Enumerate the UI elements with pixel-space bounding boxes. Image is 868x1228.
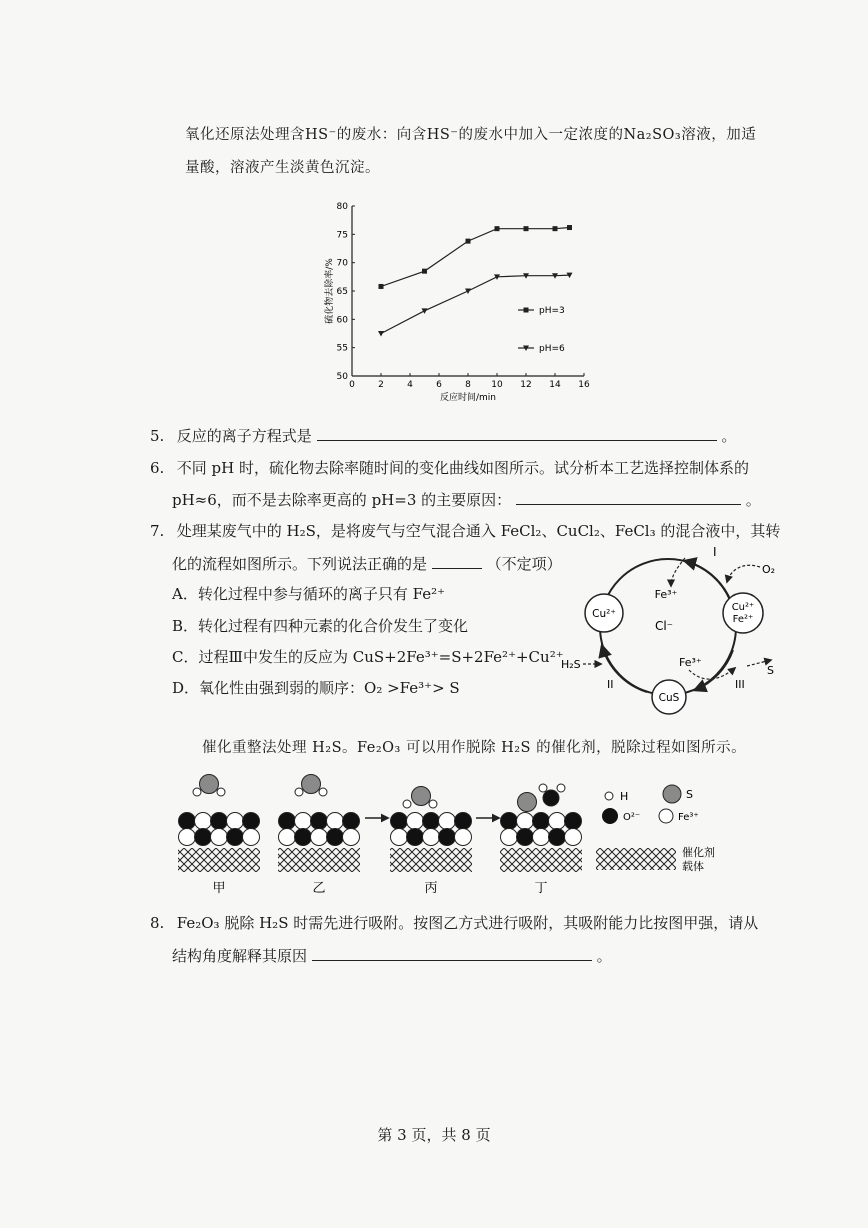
sulfur-atom — [412, 787, 431, 806]
question-5-end: 。 — [721, 427, 737, 445]
ferric-ion — [439, 813, 456, 830]
hydrogen-atom — [319, 788, 327, 796]
y-tick-label: 55 — [336, 343, 348, 354]
data-point — [378, 331, 384, 337]
o2-label: O₂ — [762, 563, 776, 576]
y-axis-label: 硫化物去除率/% — [325, 258, 335, 324]
legend-o-marker — [602, 808, 618, 824]
oxide-ion — [565, 813, 582, 830]
fe3-bottom-label: Fe³⁺ — [679, 656, 702, 669]
question-8 — [150, 912, 758, 934]
process-iii-label: III — [735, 678, 745, 691]
ferric-ion — [391, 829, 408, 846]
x-tick-label: 4 — [407, 380, 413, 390]
ferric-ion — [227, 813, 244, 830]
hydrogen-atom — [295, 788, 303, 796]
x-tick-label: 8 — [465, 380, 471, 390]
oxide-ion — [211, 813, 228, 830]
question-7-line-1: 处理某废气中的 H₂S，是将废气与空气混合通入 FeCl₂、CuCl₂、FeCl₃ 的混合液中，其转 — [176, 522, 781, 540]
question-8-line-2: 结构角度解释其原因 — [172, 947, 308, 965]
oxide-ion — [455, 813, 472, 830]
hydrogen-atom — [539, 784, 547, 792]
ferric-ion — [517, 813, 534, 830]
intro-2: 催化重整法处理 H₂S。Fe₂O₃ 可以用作脱除 H₂S 的催化剂，脱除过程如图所示。 — [202, 740, 747, 756]
legend-marker — [524, 308, 529, 313]
oxide-ion — [517, 829, 534, 846]
ferric-ion — [327, 813, 344, 830]
stage-label: 丙 — [424, 881, 438, 896]
y-tick-label: 80 — [336, 202, 348, 212]
y-tick-label: 60 — [336, 315, 348, 326]
fe3-bottom-arrow — [689, 668, 735, 679]
data-point — [422, 308, 428, 314]
series-line-2 — [381, 275, 570, 333]
adsorption-diagram — [160, 768, 720, 898]
chloride-label: Cl⁻ — [654, 619, 674, 633]
oxide-ion — [549, 829, 566, 846]
x-tick-label: 2 — [378, 380, 384, 390]
cu2-fe2-label-a: Cu²⁺ — [731, 602, 755, 613]
x-tick-label: 12 — [520, 380, 532, 390]
oxide-ion — [243, 813, 260, 830]
oxide-ion — [533, 813, 550, 830]
hydrogen-atom — [403, 800, 411, 808]
sulfur-atom — [200, 775, 219, 794]
x-axis-label: 反应时间/min — [439, 393, 497, 403]
ferric-ion — [533, 829, 550, 846]
catalyst-support — [278, 848, 360, 872]
catalyst-support — [500, 848, 582, 872]
oxide-ion — [311, 813, 328, 830]
legend-label: pH=3 — [539, 306, 565, 316]
y-tick-label: 65 — [336, 287, 348, 297]
data-point — [466, 239, 471, 244]
legend-s-marker — [663, 785, 681, 803]
option-a[interactable]: A．转化过程中参与循环的离子只有 Fe²⁺ — [172, 585, 445, 603]
question-8-line-2-row — [172, 944, 612, 967]
ferric-ion — [501, 829, 518, 846]
cycle-arrow-i — [685, 561, 730, 600]
ferric-ion — [565, 829, 582, 846]
oxide-ion — [327, 829, 344, 846]
oxide-ion — [227, 829, 244, 846]
sulfur-atom — [518, 793, 537, 812]
conversion-cycle-diagram — [555, 540, 795, 720]
oxide-ion — [179, 813, 196, 830]
y-tick-label: 70 — [336, 258, 348, 269]
o2-arrow — [727, 565, 760, 582]
oxide-ion — [295, 829, 312, 846]
option-d[interactable]: D．氧化性由强到弱的顺序：O₂ >Fe³⁺> S — [172, 679, 460, 697]
page-footer: 第 3 页，共 8 页 — [377, 1126, 491, 1144]
ferric-ion — [211, 829, 228, 846]
cu2-label: Cu²⁺ — [592, 608, 616, 620]
ferric-ion — [279, 829, 296, 846]
legend-support-label-a: 催化剂 — [682, 846, 715, 859]
sulfur-atom — [302, 775, 321, 794]
fe3-top-label: Fe³⁺ — [654, 588, 678, 601]
ferric-ion — [243, 829, 260, 846]
data-point — [465, 289, 471, 295]
catalyst-support — [178, 848, 260, 872]
question-5 — [150, 424, 736, 447]
legend-o-label: O²⁻ — [623, 812, 641, 823]
question-6-number: 6. — [150, 459, 165, 477]
stage-label: 乙 — [312, 881, 326, 896]
question-7-line-2: 化的流程如图所示。下列说法正确的是 — [172, 555, 428, 573]
question-8-line-1: Fe₂O₃ 脱除 H₂S 时需先进行吸附。按图乙方式进行吸附，其吸附能力比按图甲强，请从 — [176, 914, 759, 932]
question-6-end: 。 — [745, 491, 761, 509]
question-7-number: 7. — [150, 522, 165, 540]
question-8-number: 8. — [150, 914, 165, 932]
ferric-ion — [343, 829, 360, 846]
question-5-answer-blank[interactable] — [317, 424, 717, 441]
legend-support-label-b: 载体 — [682, 860, 704, 873]
cus-label: CuS — [658, 692, 680, 704]
legend-h-label: H — [620, 790, 629, 803]
ferric-ion — [423, 829, 440, 846]
question-6-line-2-row — [172, 488, 761, 511]
option-b[interactable]: B．转化过程有四种元素的化合价发生了变化 — [172, 617, 469, 635]
hydrogen-atom — [217, 788, 225, 796]
oxide-ion — [439, 829, 456, 846]
y-tick-label: 50 — [336, 372, 348, 382]
x-tick-label: 14 — [549, 380, 561, 390]
question-7-note: （不定项） — [486, 555, 562, 573]
question-7-answer-blank[interactable] — [432, 552, 482, 569]
ferric-ion — [311, 829, 328, 846]
question-5-text: 反应的离子方程式是 — [176, 427, 312, 445]
legend-fe-label: Fe³⁺ — [678, 812, 699, 823]
cu2-fe2-label-b: Fe²⁺ — [732, 614, 754, 625]
oxide-ion — [279, 813, 296, 830]
data-point — [495, 226, 500, 231]
water-oxygen — [543, 790, 559, 806]
question-5-number: 5. — [150, 427, 165, 445]
ferric-ion — [455, 829, 472, 846]
oxide-ion — [343, 813, 360, 830]
legend-label: pH=6 — [539, 344, 565, 354]
y-tick-label: 75 — [336, 230, 348, 241]
oxide-ion — [195, 829, 212, 846]
question-7-line-2-row — [172, 552, 562, 575]
x-tick-label: 6 — [436, 380, 442, 390]
h2s-label: H₂S — [561, 658, 581, 671]
ferric-ion — [179, 829, 196, 846]
question-6 — [150, 457, 749, 479]
process-ii-label: II — [607, 678, 614, 691]
intro-line-2: 量酸，溶液产生淡黄色沉淀。 — [185, 160, 380, 176]
ferric-ion — [407, 813, 424, 830]
removal-rate-chart — [320, 198, 600, 408]
option-c[interactable]: C．过程Ⅲ中发生的反应为 CuS+2Fe³⁺=S+2Fe²⁺+Cu²⁺ — [172, 648, 564, 666]
data-point — [379, 284, 384, 289]
stage-label: 甲 — [212, 881, 226, 896]
intro-line-1: 氧化还原法处理含HS⁻的废水：向含HS⁻的废水中加入一定浓度的Na₂SO₃溶液，加适 — [185, 127, 757, 143]
data-point — [422, 269, 427, 274]
question-8-end: 。 — [596, 947, 612, 965]
question-6-line-1: 不同 pH 时，硫化物去除率随时间的变化曲线如图所示。试分析本工艺选择控制体系的 — [176, 459, 750, 477]
ferric-ion — [195, 813, 212, 830]
oxide-ion — [423, 813, 440, 830]
oxide-ion — [501, 813, 518, 830]
oxide-ion — [391, 813, 408, 830]
legend-s-label: S — [686, 788, 693, 801]
data-point — [567, 225, 572, 230]
x-tick-label: 16 — [578, 380, 590, 390]
hydrogen-atom — [429, 800, 437, 808]
data-point — [524, 226, 529, 231]
hydrogen-atom — [193, 788, 201, 796]
series-line-1 — [381, 228, 570, 287]
cu2-fe2-node — [723, 593, 763, 633]
x-tick-label: 0 — [349, 380, 355, 390]
question-8-answer-blank[interactable] — [312, 944, 592, 961]
legend-support-marker — [596, 848, 676, 870]
catalyst-support — [390, 848, 472, 872]
ferric-ion — [549, 813, 566, 830]
question-6-line-2: pH≈6，而不是去除率更高的 pH=3 的主要原因： — [172, 491, 512, 509]
question-6-answer-blank[interactable] — [516, 488, 741, 505]
stage-label: 丁 — [534, 881, 548, 896]
question-7 — [150, 520, 780, 542]
s-label: S — [767, 664, 774, 677]
x-tick-label: 10 — [491, 380, 503, 390]
ferric-ion — [295, 813, 312, 830]
hydrogen-atom — [557, 784, 565, 792]
oxide-ion — [407, 829, 424, 846]
fe3-top-arrow — [671, 558, 685, 586]
legend-fe-marker — [659, 809, 673, 823]
data-point — [553, 226, 558, 231]
process-i-label: I — [713, 545, 717, 559]
legend-h-marker — [605, 792, 613, 800]
